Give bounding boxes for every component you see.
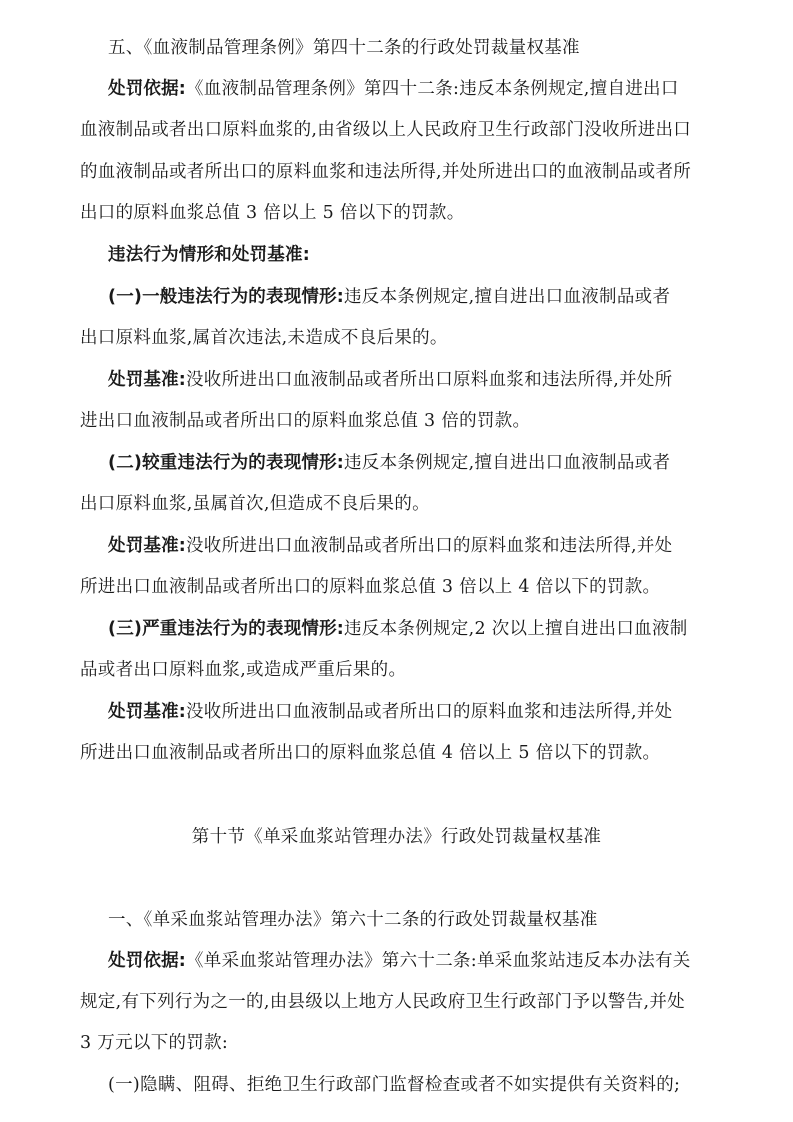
basis-label: 处罚依据:	[108, 79, 186, 99]
level-general-desc-line-2: 出口原料血浆,属首次违法,未造成不良后果的。	[80, 328, 448, 348]
section-five-basis-line-2: 血液制品或者出口原料血浆的,由省级以上人民政府卫生行政部门没收所进出口	[80, 120, 692, 140]
section-ten-basis-line-3: 3 万元以下的罚款:	[80, 1033, 229, 1053]
level-general-desc-line-1: (一)一般违法行为的表现情形:违反本条例规定,擅自进出口血液制品或者	[108, 287, 671, 307]
section-ten-item-heading: 一、《单采血浆站管理办法》第六十二条的行政处罚裁量权基准	[108, 910, 598, 930]
section-ten-sub-item-1: (一)隐瞒、阻碍、拒绝卫生行政部门监督检查或者不如实提供有关资料的;	[108, 1075, 681, 1095]
section-ten-title: 第十节《单采血浆站管理办法》行政处罚裁量权基准	[191, 827, 602, 847]
level-serious-desc-line-2: 出口原料血浆,虽属首次,但造成不良后果的。	[80, 494, 430, 514]
level-serious-penalty-line-2: 所进出口血液制品或者所出口的原料血浆总值 3 倍以上 4 倍以下的罚款。	[80, 577, 661, 597]
penalty-label: 处罚基准:	[108, 536, 186, 556]
level-severe-desc-line-1: (三)严重违法行为的表现情形:违反本条例规定,2 次以上擅自进出口血液制	[108, 619, 688, 639]
level-severe-label: (三)严重违法行为的表现情形:	[108, 619, 344, 639]
standards-heading: 违法行为情形和处罚基准:	[108, 245, 310, 265]
level-serious-label: (二)较重违法行为的表现情形:	[108, 453, 344, 473]
level-severe-penalty-line-1: 处罚基准:没收所进出口血液制品或者所出口的原料血浆和违法所得,并处	[108, 702, 673, 722]
level-general-penalty-line-2: 进出口血液制品或者所出口的原料血浆总值 3 倍的罚款。	[80, 411, 531, 431]
section-five-basis-line-4: 出口的原料血浆总值 3 倍以上 5 倍以下的罚款。	[80, 203, 465, 223]
section-five-basis-line-1: 处罚依据:《血液制品管理条例》第四十二条:违反本条例规定,擅自进出口	[108, 79, 679, 99]
penalty-label: 处罚基准:	[108, 702, 186, 722]
basis-label: 处罚依据:	[108, 951, 186, 971]
section-five-basis-line-3: 的血液制品或者所出口的原料血浆和违法所得,并处所进出口的血液制品或者所	[80, 162, 692, 182]
section-ten-basis-line-1: 处罚依据:《单采血浆站管理办法》第六十二条:单采血浆站违反本办法有关	[108, 951, 691, 971]
section-five-heading: 五、《血液制品管理条例》第四十二条的行政处罚裁量权基准	[108, 38, 580, 58]
level-general-label: (一)一般违法行为的表现情形:	[108, 287, 344, 307]
level-serious-desc-line-1: (二)较重违法行为的表现情形:违反本条例规定,擅自进出口血液制品或者	[108, 453, 671, 473]
level-general-penalty-line-1: 处罚基准:没收所进出口血液制品或者所出口原料血浆和违法所得,并处所	[108, 370, 673, 390]
level-severe-desc-line-2: 品或者出口原料血浆,或造成严重后果的。	[80, 660, 407, 680]
level-severe-penalty-line-2: 所进出口血液制品或者所出口的原料血浆总值 4 倍以上 5 倍以下的罚款。	[80, 743, 661, 763]
level-serious-penalty-line-1: 处罚基准:没收所进出口血液制品或者所出口的原料血浆和违法所得,并处	[108, 536, 673, 556]
penalty-label: 处罚基准:	[108, 370, 186, 390]
section-ten-basis-line-2: 规定,有下列行为之一的,由县级以上地方人民政府卫生行政部门予以警告,并处	[80, 992, 685, 1012]
